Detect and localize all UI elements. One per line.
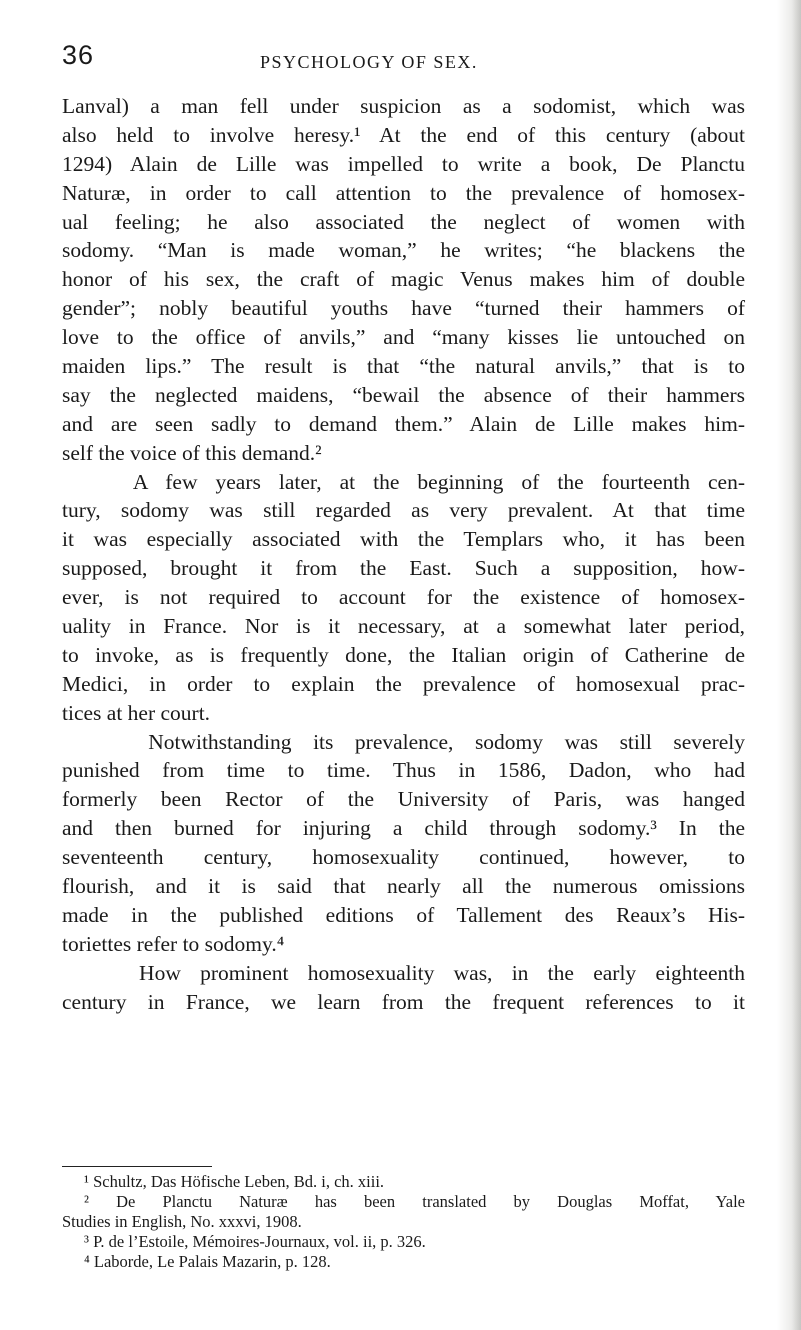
text-line: ever, is not required to account for the existence of homosex-: [62, 585, 745, 610]
body-text: [62, 92, 745, 1017]
text-line: and are seen sadly to demand them.” Alain de Lille makes him-: [62, 411, 745, 436]
page-edge-shadow: [777, 0, 801, 1330]
footnote-line: ⁴ Laborde, Le Palais Mazarin, p. 128.: [84, 1252, 331, 1271]
text-line: self the voice of this demand.²: [62, 440, 322, 465]
text-line: How prominent homosexuality was, in the early eighteenth: [62, 960, 745, 985]
text-line: ual feeling; he also associated the neglect of women with: [62, 209, 745, 234]
text-line: tices at her court.: [62, 700, 211, 725]
text-line: toriettes refer to sodomy.⁴: [62, 931, 285, 956]
footnote-line: ¹ Schultz, Das Höfische Leben, Bd. i, ch. xiii.: [84, 1172, 385, 1191]
footnote-line: ² De Planctu Naturæ has been translated by Douglas Moffat, Yale: [84, 1192, 745, 1211]
text-line: Medici, in order to explain the prevalence of homosexual prac-: [62, 671, 745, 696]
footnotes: [62, 1172, 745, 1272]
text-line: A few years later, at the beginning of the fourteenth cen-: [62, 469, 745, 494]
text-line: Lanval) a man fell under suspicion as a sodomist, which was: [62, 94, 745, 118]
footnote-line: ³ P. de l’Estoile, Mémoires-Journaux, vol. ii, p. 326.: [84, 1232, 426, 1251]
page-number: 36: [62, 40, 95, 70]
text-line: also held to involve heresy.¹ At the end of this century (about: [62, 122, 745, 147]
text-line: say the neglected maidens, “bewail the absence of their hammers: [62, 382, 745, 407]
text-line: to invoke, as is frequently done, the Italian origin of Catherine de: [62, 642, 745, 667]
text-line: uality in France. Nor is it necessary, at a somewhat later period,: [62, 614, 745, 639]
text-line: and then burned for injuring a child through sodomy.³ In the: [62, 816, 745, 841]
text-line: seventeenth century, homosexuality continued, however, to: [62, 845, 745, 870]
text-line: 1294) Alain de Lille was impelled to write a book, De Planctu: [62, 151, 745, 176]
text-line: Notwithstanding its prevalence, sodomy was still severely: [62, 729, 745, 754]
text-line: honor of his sex, the craft of magic Venus makes him of double: [62, 267, 745, 292]
running-head: PSYCHOLOGY OF SEX.: [260, 52, 478, 72]
text-line: love to the office of anvils,” and “many kisses lie untouched on: [62, 325, 745, 350]
text-line: it was especially associated with the Templars who, it has been: [62, 527, 745, 552]
text-line: punished from time to time. Thus in 1586, Dadon, who had: [62, 758, 745, 783]
text-line: century in France, we learn from the frequent references to it: [62, 989, 745, 1014]
text-line: Naturæ, in order to call attention to the prevalence of homosex-: [62, 180, 745, 205]
text-line: formerly been Rector of the University of Paris, was hanged: [62, 787, 745, 812]
text-line: tury, sodomy was still regarded as very prevalent. At that time: [62, 498, 745, 523]
text-line: made in the published editions of Tallement des Reaux’s His-: [62, 902, 745, 927]
text-line: gender”; nobly beautiful youths have “turned their hammers of: [62, 296, 745, 321]
text-line: sodomy. “Man is made woman,” he writes; “he blackens the: [62, 238, 745, 263]
text-line: flourish, and it is said that nearly all the numerous omissions: [62, 874, 745, 899]
footnote-line: Studies in English, No. xxxvi, 1908.: [62, 1212, 302, 1231]
text-line: maiden lips.” The result is that “the natural anvils,” that is to: [62, 354, 745, 379]
footnote-divider: [62, 1166, 212, 1167]
text-line: supposed, brought it from the East. Such a supposition, how-: [62, 556, 745, 581]
